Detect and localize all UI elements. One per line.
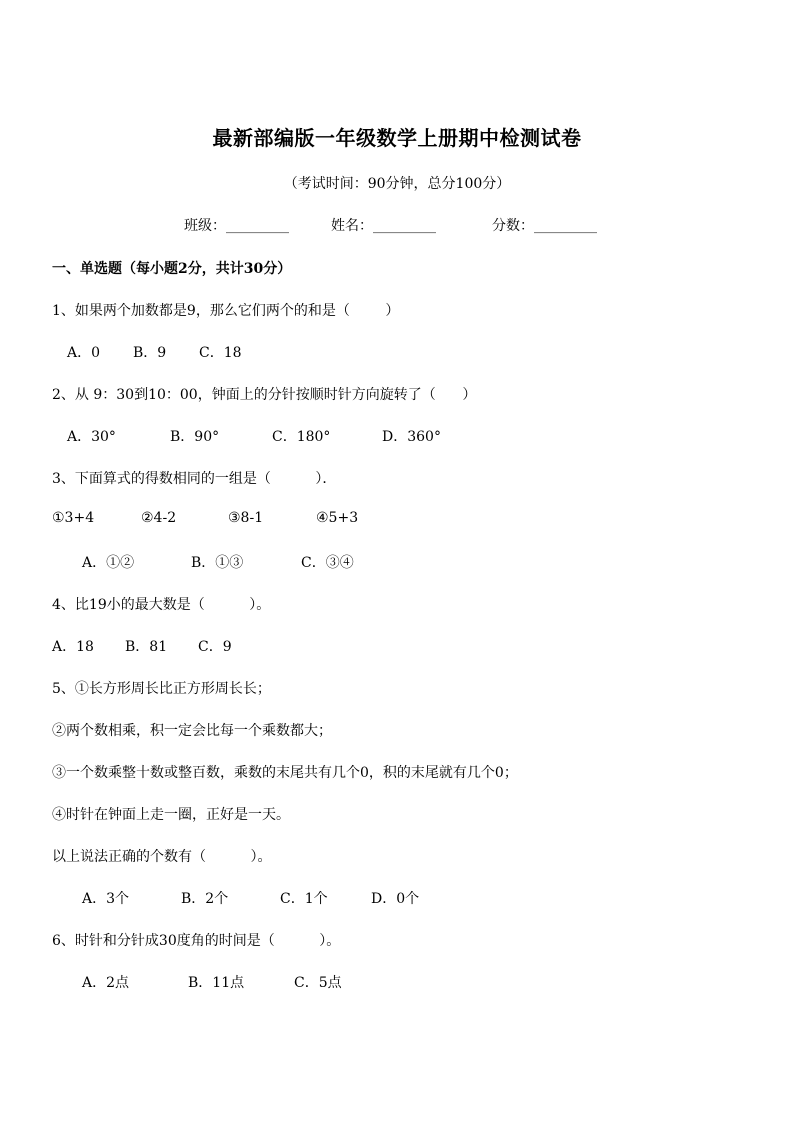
question-3-option-a: A．①② bbox=[82, 555, 135, 571]
question-5-statement-2: ②两个数相乘，积一定会比每一个乘数都大； bbox=[52, 723, 332, 739]
question-2-options bbox=[67, 426, 441, 446]
question-2-option-d: D．360° bbox=[382, 429, 441, 445]
question-4-option-c: C．9 bbox=[198, 639, 232, 655]
question-5-options bbox=[82, 888, 419, 908]
question-3-item-3: ③8-1 bbox=[228, 510, 264, 526]
question-5-stem: 5、①长方形周长比正方形周长长； bbox=[52, 681, 271, 697]
question-6-option-b: B．11点 bbox=[188, 975, 245, 991]
question-5-option-d: D．0个 bbox=[371, 891, 420, 907]
question-3-stem: 3、下面算式的得数相同的一组是（ ）． bbox=[52, 471, 337, 487]
question-2-option-c: C．180° bbox=[272, 429, 331, 445]
question-4-option-a: A．18 bbox=[52, 639, 94, 655]
score-field: 分数：_________ bbox=[492, 218, 597, 234]
question-2-stem: 2、从 9：30到10：00，钟面上的分针按顺时针方向旋转了（ ） bbox=[52, 387, 477, 403]
question-3-options bbox=[82, 552, 354, 572]
question-1-option-b: B．9 bbox=[133, 345, 167, 361]
question-4-stem: 4、比19小的最大数是（ ）。 bbox=[52, 597, 271, 613]
question-3-option-c: C．③④ bbox=[301, 555, 354, 571]
question-5-statement-3: ③一个数乘整十数或整百数，乘数的末尾共有几个0，积的末尾就有几个0； bbox=[52, 765, 518, 781]
question-5-option-c: C．1个 bbox=[280, 891, 328, 907]
question-3-item-4: ④5+3 bbox=[316, 510, 359, 526]
class-field: 班级：_________ bbox=[184, 218, 289, 234]
question-6-options bbox=[82, 972, 342, 992]
exam-subtitle: （考试时间：90分钟，总分100分） bbox=[283, 176, 511, 192]
question-3-option-b: B．①③ bbox=[191, 555, 244, 571]
question-4-option-b: B．81 bbox=[125, 639, 168, 655]
question-3-sub-items bbox=[52, 510, 358, 526]
exam-title: 最新部编版一年级数学上册期中检测试卷 bbox=[212, 126, 582, 150]
question-6-option-a: A．2点 bbox=[82, 975, 130, 991]
name-field: 姓名：_________ bbox=[331, 218, 436, 234]
question-3-item-1: ①3+4 bbox=[52, 510, 95, 526]
question-5-option-a: A．3个 bbox=[82, 891, 130, 907]
question-2-option-b: B．90° bbox=[170, 429, 220, 445]
question-5-prompt: 以上说法正确的个数有（ ）。 bbox=[52, 849, 272, 865]
question-3-item-2: ②4-2 bbox=[141, 510, 177, 526]
question-1-stem: 1、如果两个加数都是9，那么它们两个的和是（ ） bbox=[52, 303, 400, 319]
question-1-options bbox=[67, 342, 242, 362]
question-4-options bbox=[52, 636, 232, 656]
question-1-option-a: A．0 bbox=[67, 345, 101, 361]
question-5-option-b: B．2个 bbox=[181, 891, 229, 907]
question-1-option-c: C．18 bbox=[199, 345, 242, 361]
question-6-option-c: C．5点 bbox=[294, 975, 342, 991]
question-5-statement-4: ④时针在钟面上走一圈，正好是一天。 bbox=[52, 807, 290, 823]
question-6-stem: 6、时针和分针成30度角的时间是（ ）。 bbox=[52, 933, 341, 949]
section-heading: 一、单选题（每小题2分，共计30分） bbox=[52, 261, 292, 277]
question-2-option-a: A．30° bbox=[67, 429, 116, 445]
